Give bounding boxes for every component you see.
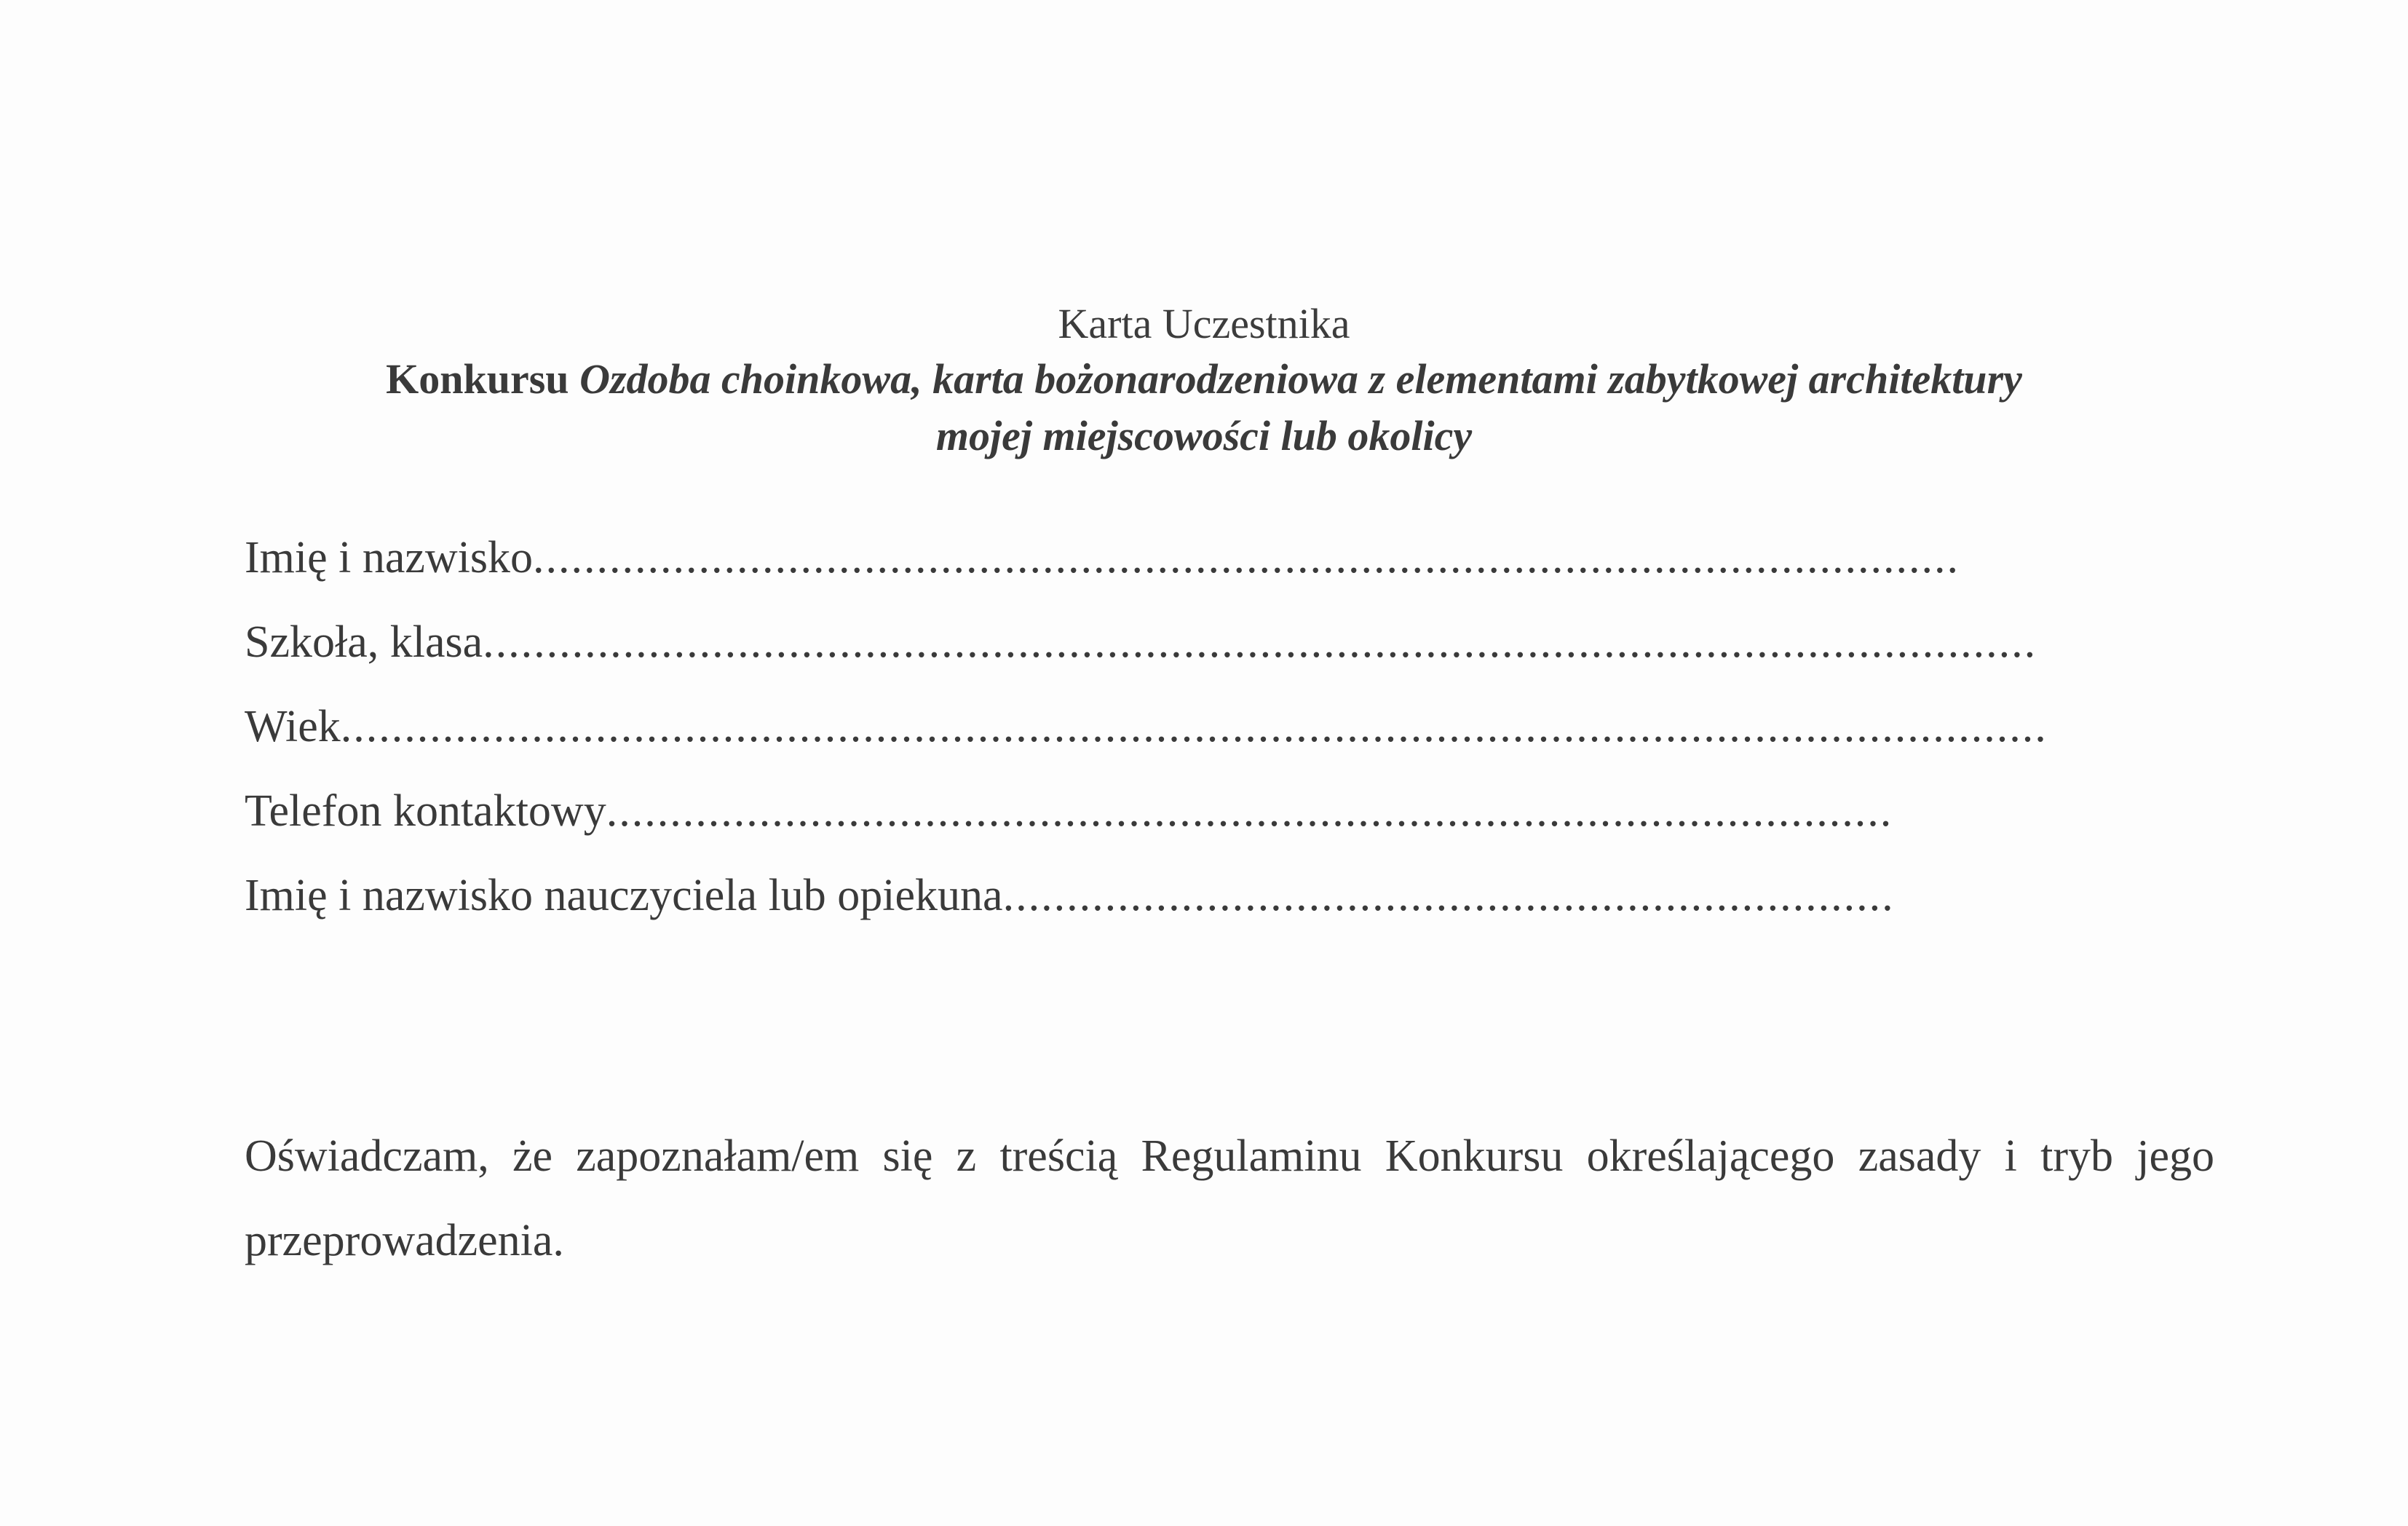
name-field-dots: ................................................................................................................	[533, 533, 1960, 582]
contest-name	[0, 351, 2408, 408]
phone-field-label: Telefon kontaktowy	[245, 786, 606, 836]
contest-name-line2	[0, 408, 2408, 464]
card-title: Karta Uczestnika	[1058, 300, 1350, 347]
teacher-field-label: Imię i nazwisko nauczyciela lub opiekuna	[245, 871, 1003, 920]
name-field[interactable]	[245, 515, 2048, 600]
teacher-field[interactable]	[245, 853, 2048, 938]
school-class-field[interactable]	[245, 600, 2048, 684]
consent-statement: Oświadczam, że zapoznałam/em się z treścią Regulaminu Konkursu określającego zasady i tryb jego przeprowadzenia.	[245, 1131, 2214, 1265]
teacher-field-dots: ......................................................................	[1002, 871, 1895, 920]
card-header	[0, 297, 2408, 464]
phone-field-dots: .....................................................................................................	[606, 786, 1893, 836]
form-fields	[245, 515, 2048, 938]
contest-title-line1: Ozdoba choinkowa, karta bożonarodzeniowa z elementami zabytkowej architektury	[579, 355, 2022, 403]
name-field-label: Imię i nazwisko	[245, 533, 534, 582]
age-field-label: Wiek	[245, 702, 341, 751]
age-field[interactable]	[245, 684, 2048, 769]
school-class-field-label: Szkoła, klasa	[245, 617, 483, 667]
school-class-field-dots: ..........................................................................................................................	[483, 617, 2037, 667]
contest-prefix: Konkursu	[386, 355, 569, 403]
phone-field[interactable]	[245, 769, 2048, 853]
contest-title-line2: mojej miejscowości lub okolicy	[935, 412, 1473, 459]
age-field-dots: ......................................................................................................................................	[340, 702, 2048, 751]
